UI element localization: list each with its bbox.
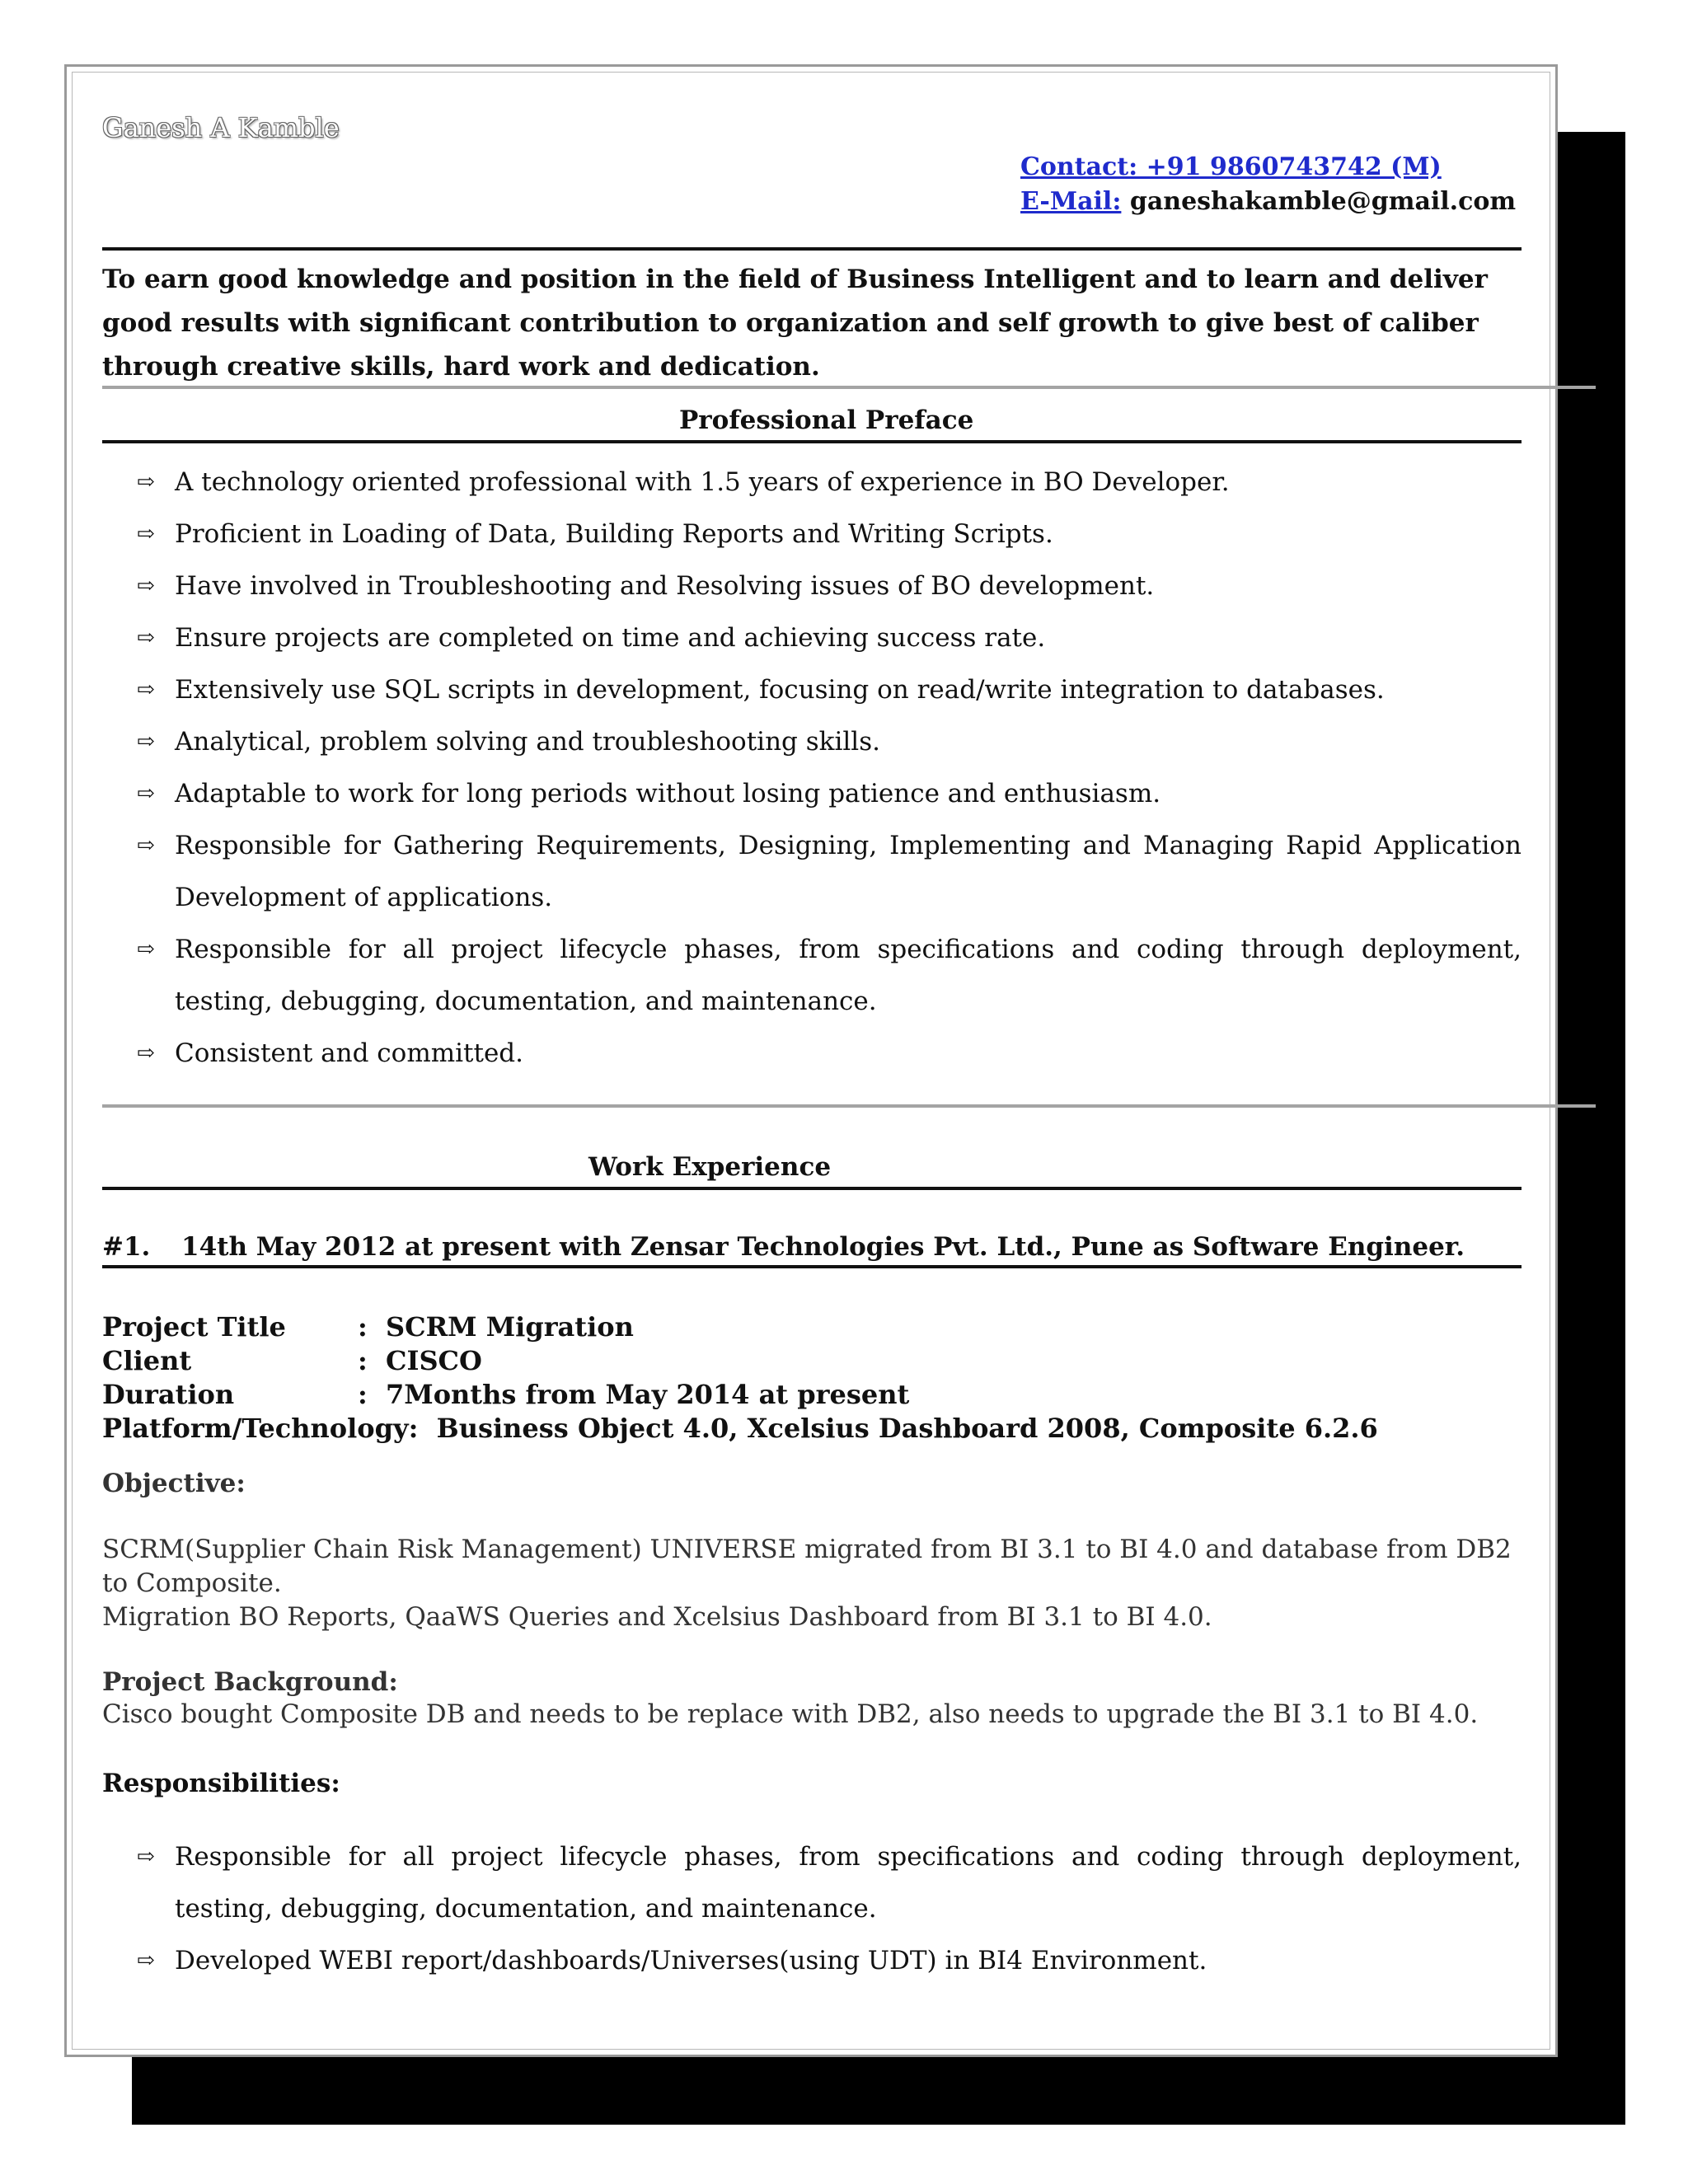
list-item: ⇨ Responsible for Gathering Requirements, Designing, Implementing and Managing Rapid Application Development of applications. [137, 820, 1522, 924]
header-divider [102, 247, 1522, 251]
email-value: ganeshakamble@gmail.com [1129, 187, 1517, 216]
arrow-right-outline-icon: ⇨ [137, 677, 155, 702]
objective-line: SCRM(Supplier Chain Risk Management) UNIVERSE migrated from BI 3.1 to BI 4.0 and database from DB2 to Composite. [102, 1535, 1512, 1598]
responsibilities-list [137, 1831, 1522, 1987]
work-title: Work Experience [588, 1152, 832, 1182]
project-duration-row: Duration : 7Months from May 2014 at present [102, 1379, 910, 1410]
objective-line: Migration BO Reports, QaaWS Queries and Xcelsius Dashboard from BI 3.1 to BI 4.0. [102, 1602, 1212, 1632]
preface-title: Professional Preface [679, 405, 974, 435]
arrow-right-outline-icon: ⇨ [137, 1948, 155, 1973]
arrow-right-outline-icon: ⇨ [137, 833, 155, 858]
list-item: ⇨ A technology oriented professional with 1.5 years of experience in BO Developer. [137, 457, 1522, 509]
project-objective [102, 1533, 1522, 1634]
objective-divider [102, 386, 1596, 389]
background-heading: Project Background: [102, 1667, 398, 1697]
arrow-right-outline-icon: ⇨ [137, 781, 155, 806]
preface-divider [102, 1104, 1596, 1108]
arrow-right-outline-icon: ⇨ [137, 522, 155, 546]
email-label[interactable]: E-Mail: [1020, 187, 1122, 216]
list-item: ⇨ Consistent and committed. [137, 1028, 1522, 1080]
list-item: ⇨ Ensure projects are completed on time and achieving success rate. [137, 612, 1522, 664]
candidate-name: Ganesh A Kamble [102, 112, 340, 143]
list-item: ⇨ Analytical, problem solving and troubleshooting skills. [137, 716, 1522, 768]
preface-title-rule [102, 440, 1522, 443]
responsibilities-heading: Responsibilities: [102, 1769, 340, 1798]
contact-block [951, 150, 1516, 219]
arrow-right-outline-icon: ⇨ [137, 1041, 155, 1066]
list-item: ⇨ Responsible for all project lifecycle phases, from specifications and coding through deployment, testing, debugging, documentation, and maintenance. [137, 924, 1522, 1028]
project-title-row: Project Title : SCRM Migration [102, 1311, 634, 1343]
project-platform-row: Platform/Technology: Business Object 4.0, Xcelsius Dashboard 2008, Composite 6.2.6 [102, 1413, 1378, 1444]
arrow-right-outline-icon: ⇨ [137, 729, 155, 754]
job-rule [102, 1265, 1522, 1268]
list-item: ⇨ Have involved in Troubleshooting and Resolving issues of BO development. [137, 560, 1522, 612]
arrow-right-outline-icon: ⇨ [137, 937, 155, 962]
project-client-row: Client : CISCO [102, 1345, 482, 1376]
job-number: #1. [102, 1232, 151, 1262]
arrow-right-outline-icon: ⇨ [137, 626, 155, 650]
job-entry [102, 1232, 1522, 1262]
preface-list [137, 457, 1522, 1080]
arrow-right-outline-icon: ⇨ [137, 574, 155, 598]
arrow-right-outline-icon: ⇨ [137, 1844, 155, 1869]
list-item: ⇨ Adaptable to work for long periods without losing patience and enthusiasm. [137, 768, 1522, 820]
work-title-rule [102, 1187, 1522, 1190]
list-item: ⇨ Responsible for all project lifecycle phases, from specifications and coding through deployment, testing, debugging, documentation, and maintenance. [137, 1831, 1522, 1935]
arrow-right-outline-icon: ⇨ [137, 470, 155, 494]
background-text: Cisco bought Composite DB and needs to be replace with DB2, also needs to upgrade the BI 3.1 to BI 4.0. [102, 1699, 1479, 1729]
contact-phone-link[interactable] [951, 150, 1516, 185]
list-item: ⇨ Developed WEBI report/dashboards/Universes(using UDT) in BI4 Environment. [137, 1935, 1522, 1987]
list-item: ⇨ Proficient in Loading of Data, Building Reports and Writing Scripts. [137, 509, 1522, 560]
career-objective: To earn good knowledge and position in the field of Business Intelligent and to learn and deliver good results with significant contribution to organization and self growth to give best of caliber through creative skills, hard work and dedication. [102, 265, 1488, 382]
job-text: 14th May 2012 at present with Zensar Technologies Pvt. Ltd., Pune as Software Engineer. [181, 1232, 1465, 1262]
objective-heading: Objective: [102, 1469, 246, 1498]
project-details [102, 1310, 1378, 1446]
contact-phone: Contact: +91 9860743742 (M) [1020, 152, 1442, 181]
contact-email [951, 185, 1516, 219]
list-item: ⇨ Extensively use SQL scripts in development, focusing on read/write integration to databases. [137, 664, 1522, 716]
